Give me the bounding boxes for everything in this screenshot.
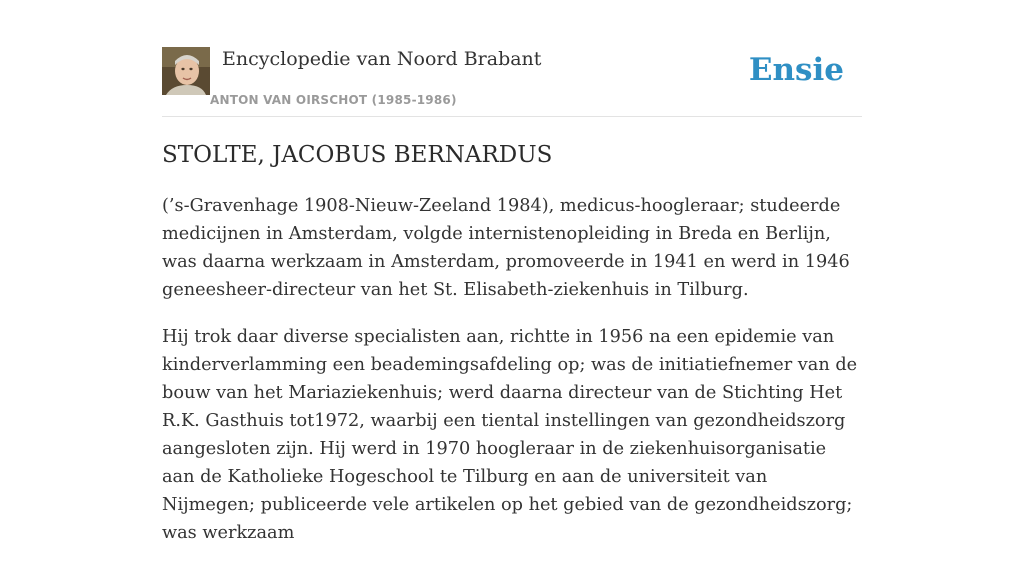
author-portrait-icon bbox=[162, 47, 210, 95]
author-label: ANTON VAN OIRSCHOT (1985-1986) bbox=[210, 93, 457, 107]
article-paragraph: (’s-Gravenhage 1908-Nieuw-Zeeland 1984), medicus-hoogleraar; studeerde medicijnen in Amsterdam, volgde internistenopleiding in Breda en Berlijn, was daarna werkzaam in Amsterdam, promoveerde in 1941 en werd in 1946 geneesheer-directeur van het St. Elisabeth-ziekenhuis in Tilburg. bbox=[162, 196, 850, 300]
article-body bbox=[162, 192, 862, 566]
ensie-logo[interactable]: Ensie bbox=[748, 52, 844, 88]
source-title-link[interactable]: Encyclopedie van Noord Brabant bbox=[222, 48, 542, 70]
article-paragraph: Hij trok daar diverse specialisten aan, richtte in 1956 na een epidemie van kinderverlamming een beademingsafdeling op; was de initiatiefnemer van de bouw van het Mariaziekenhuis; werd daarna directeur van de Stichting Het R.K. Gasthuis tot1972, waarbij een tiental instellingen van gezondheidszorg aangesloten zijn. Hij werd in 1970 hoogleraar in de ziekenhuisorganisatie aan de Katholieke Hogeschool te Tilburg en aan de universiteit van Nijmegen; publiceerde vele artikelen op het gebied van de gezondheidszorg; was werkzaam bbox=[162, 327, 858, 543]
header bbox=[162, 46, 862, 117]
entry-title: STOLTE, JACOBUS BERNARDUS bbox=[162, 142, 553, 168]
author-avatar[interactable] bbox=[162, 47, 210, 95]
